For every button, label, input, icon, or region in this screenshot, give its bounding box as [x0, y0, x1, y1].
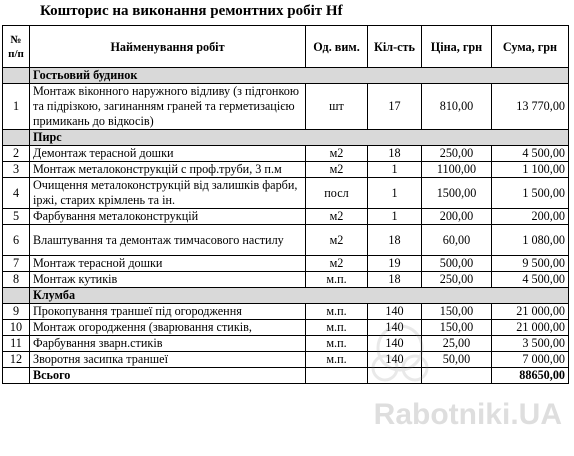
table-row: [3, 84, 569, 130]
row-num: 3: [3, 162, 30, 178]
table-row: [3, 272, 569, 288]
row-sum: 21 000,00: [492, 304, 569, 320]
row-price: 810,00: [422, 84, 492, 130]
row-num: 6: [3, 225, 30, 256]
row-unit: шт: [306, 84, 368, 130]
row-price: 150,00: [422, 304, 492, 320]
row-qty: 17: [368, 84, 422, 130]
row-name: Зворотня засипка траншеї: [30, 352, 306, 368]
row-sum: 7 000,00: [492, 352, 569, 368]
row-price: 150,00: [422, 320, 492, 336]
row-name: Фарбування зварн.стиків: [30, 336, 306, 352]
table-row: [3, 178, 569, 209]
section-title: Гостьовий будинок: [30, 68, 569, 84]
header-price: Ціна, грн: [422, 26, 492, 68]
row-price: 1100,00: [422, 162, 492, 178]
total-label: Всього: [30, 368, 306, 384]
table-row: [3, 146, 569, 162]
section-row: [3, 288, 569, 304]
header-qty: Кіл-сть: [368, 26, 422, 68]
row-qty: 18: [368, 146, 422, 162]
row-name: Монтаж віконного наружного відливу (з підгонкою та підрізкою, загинанням граней та герметизацією примикань до відкосів): [30, 84, 306, 130]
header-sum: Сума, грн: [492, 26, 569, 68]
row-qty: 18: [368, 272, 422, 288]
row-qty: 140: [368, 320, 422, 336]
row-num: 7: [3, 256, 30, 272]
row-num: 4: [3, 178, 30, 209]
row-num: 8: [3, 272, 30, 288]
estimate-table: [2, 25, 569, 384]
row-unit: м2: [306, 146, 368, 162]
row-qty: 1: [368, 178, 422, 209]
row-price: 500,00: [422, 256, 492, 272]
header-unit: Од. вим.: [306, 26, 368, 68]
row-num: 12: [3, 352, 30, 368]
row-sum: 21 000,00: [492, 320, 569, 336]
table-row: [3, 256, 569, 272]
row-sum: 1 100,00: [492, 162, 569, 178]
row-name: Монтаж огородження (зварювання стиків,: [30, 320, 306, 336]
row-price: 60,00: [422, 225, 492, 256]
row-price: 50,00: [422, 352, 492, 368]
section-title: Клумба: [30, 288, 569, 304]
header-num: № п/п: [3, 26, 30, 68]
row-num: 11: [3, 336, 30, 352]
table-row: [3, 336, 569, 352]
row-qty: 19: [368, 256, 422, 272]
section-title: Пирс: [30, 130, 569, 146]
row-num: 9: [3, 304, 30, 320]
row-sum: 4 500,00: [492, 146, 569, 162]
row-sum: 1 500,00: [492, 178, 569, 209]
row-qty: 1: [368, 162, 422, 178]
row-unit: м2: [306, 225, 368, 256]
table-row: [3, 304, 569, 320]
section-row: [3, 130, 569, 146]
row-num: 10: [3, 320, 30, 336]
row-name: Влаштування та демонтаж тимчасового настилу: [30, 225, 306, 256]
table-row: [3, 352, 569, 368]
row-name: Фарбування металоконструкцій: [30, 209, 306, 225]
row-sum: 200,00: [492, 209, 569, 225]
document-title: Кошторис на виконання ремонтних робіт Hf: [40, 3, 343, 19]
row-sum: 3 500,00: [492, 336, 569, 352]
section-row: [3, 68, 569, 84]
row-name: Прокопування траншеї під огородження: [30, 304, 306, 320]
table-row: [3, 225, 569, 256]
row-name: Очищення металоконструкцій від залишків фарби, іржі, старих крімлень та ін.: [30, 178, 306, 209]
row-qty: 140: [368, 352, 422, 368]
row-sum: 4 500,00: [492, 272, 569, 288]
row-unit: м2: [306, 209, 368, 225]
row-name: Демонтаж терасной дошки: [30, 146, 306, 162]
row-price: 25,00: [422, 336, 492, 352]
row-num: 5: [3, 209, 30, 225]
row-unit: м2: [306, 162, 368, 178]
row-num: 1: [3, 84, 30, 130]
row-unit: м.п.: [306, 272, 368, 288]
row-sum: 13 770,00: [492, 84, 569, 130]
table-row: [3, 162, 569, 178]
row-unit: посл: [306, 178, 368, 209]
row-unit: м.п.: [306, 336, 368, 352]
row-sum: 1 080,00: [492, 225, 569, 256]
row-unit: м.п.: [306, 304, 368, 320]
row-price: 250,00: [422, 272, 492, 288]
row-unit: м.п.: [306, 352, 368, 368]
row-qty: 140: [368, 304, 422, 320]
table-row: [3, 320, 569, 336]
row-name: Монтаж металоконструкцій с проф.труби, 3 п.м: [30, 162, 306, 178]
row-sum: 9 500,00: [492, 256, 569, 272]
header-row: [3, 26, 569, 68]
row-num: 2: [3, 146, 30, 162]
row-qty: 18: [368, 225, 422, 256]
row-unit: м.п.: [306, 320, 368, 336]
header-name: Найменування робіт: [30, 26, 306, 68]
row-price: 1500,00: [422, 178, 492, 209]
watermark: Rabotniki.UA: [373, 398, 562, 431]
row-name: Монтаж кутиків: [30, 272, 306, 288]
total-row: [3, 368, 569, 384]
row-name: Монтаж терасной дошки: [30, 256, 306, 272]
table-row: [3, 209, 569, 225]
row-qty: 1: [368, 209, 422, 225]
total-sum: 88650,00: [492, 368, 569, 384]
row-qty: 140: [368, 336, 422, 352]
row-price: 200,00: [422, 209, 492, 225]
row-price: 250,00: [422, 146, 492, 162]
row-unit: м2: [306, 256, 368, 272]
